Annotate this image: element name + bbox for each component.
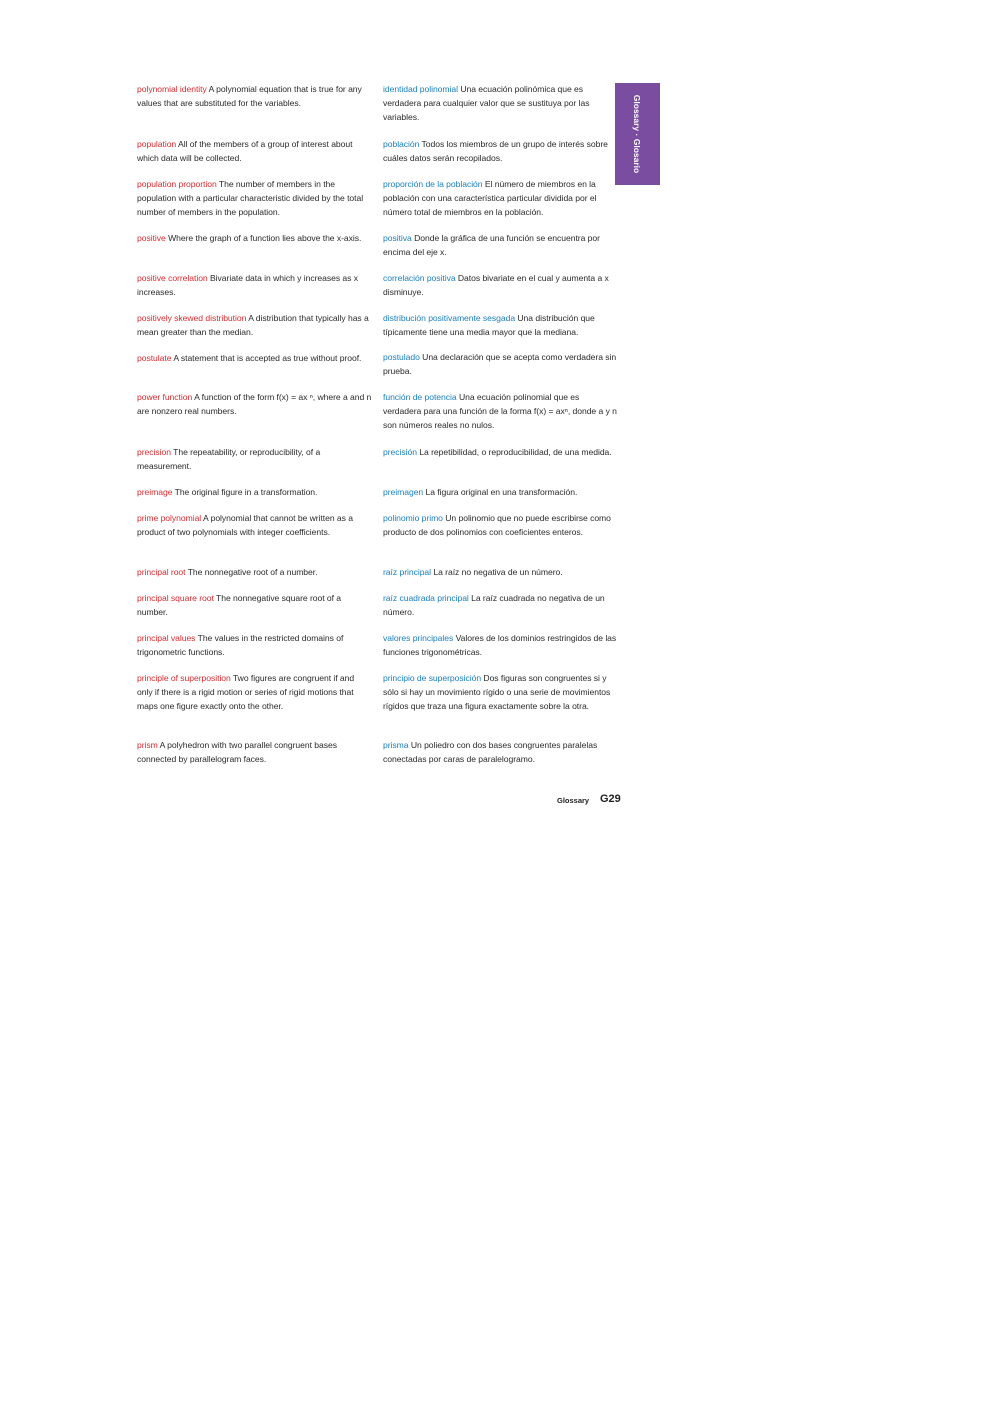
definition: El número de miembros en la población con una característica particular dividida por el número total de miembros en la población.: [383, 179, 597, 217]
glossary-entry-en: [137, 591, 372, 619]
definition: La figura original en una transformación.: [425, 487, 578, 497]
glossary-entry-en: [137, 671, 372, 713]
glossary-entry-en: [137, 82, 372, 110]
glossary-entry-es: [383, 738, 619, 766]
glossary-entry-en: [137, 137, 372, 165]
definition: Donde la gráfica de una función se encuentra por encima del eje x.: [383, 233, 600, 257]
glossary-entry-es: [383, 231, 619, 259]
glossary-tab: [615, 83, 660, 185]
term: population proportion: [137, 179, 217, 189]
term: polinomio primo: [383, 513, 443, 523]
term: positive: [137, 233, 166, 243]
glossary-entry-es: [383, 631, 619, 659]
term: precisión: [383, 447, 417, 457]
glossary-entry-es: [383, 350, 619, 378]
glossary-entry-es: [383, 591, 619, 619]
page-number: G29: [600, 793, 621, 805]
term: principio de superposición: [383, 673, 482, 683]
term: preimagen: [383, 487, 424, 497]
term: principal square root: [137, 593, 214, 603]
glossary-entry-es: [383, 511, 619, 539]
term: raíz principal: [383, 567, 432, 577]
term: prime polynomial: [137, 513, 202, 523]
term: positively skewed distribution: [137, 313, 247, 323]
glossary-entry-en: [137, 631, 372, 659]
term: postulado: [383, 352, 420, 362]
definition: The nonnegative root of a number.: [187, 567, 318, 577]
definition: Bivariate data in which y increases as x increases.: [137, 273, 358, 297]
definition: Two figures are congruent if and only if there is a rigid motion or series of rigid motions that maps one figure exactly onto the other.: [137, 673, 355, 711]
definition: All of the members of a group of interest about which data will be collected.: [137, 139, 353, 163]
glossary-entry-en: [137, 445, 372, 473]
glossary-entry-en: [137, 565, 372, 579]
definition: A function of the form f(x) = ax ⁿ, where a and n are nonzero real numbers.: [137, 392, 372, 416]
term: principal values: [137, 633, 196, 643]
glossary-entry-en: [137, 311, 372, 339]
term: postulate: [137, 353, 172, 363]
term: population: [137, 139, 177, 149]
term: valores principales: [383, 633, 454, 643]
definition: Todos los miembros de un grupo de interés sobre cuáles datos serán recopilados.: [383, 139, 608, 163]
term: precision: [137, 447, 171, 457]
definition: The repeatability, or reproducibility, of a measurement.: [137, 447, 321, 471]
definition: Una declaración que se acepta como verdadera sin prueba.: [383, 352, 617, 376]
term: principal root: [137, 567, 186, 577]
term: positiva: [383, 233, 412, 243]
definition: Datos bivariate en el cual y aumenta a x disminuye.: [383, 273, 609, 297]
glossary-entry-en: [137, 231, 372, 245]
definition: A polynomial that cannot be written as a product of two polynomials with integer coefficients.: [137, 513, 353, 537]
glossary-entry-en: [137, 177, 372, 219]
glossary-entry-en: [137, 485, 372, 499]
footer-label: Glossary: [557, 796, 590, 805]
glossary-entry-en: [137, 351, 372, 365]
glossary-entry-es: [383, 137, 619, 165]
term: polynomial identity: [137, 84, 207, 94]
glossary-entry-en: [137, 390, 372, 418]
term: prism: [137, 740, 158, 750]
term: función de potencia: [383, 392, 457, 402]
definition: Una ecuación polinomial que es verdadera para una función de la forma f(x) = axⁿ, donde a y n son números reales no nulos.: [383, 392, 617, 430]
glossary-entry-en: [137, 511, 372, 539]
glossary-entry-es: [383, 445, 619, 459]
glossary-entry-es: [383, 311, 619, 339]
definition: Un poliedro con dos bases congruentes paralelas conectadas por caras de paralelogramo.: [383, 740, 598, 764]
definition: Una distribución que típicamente tiene una media mayor que la mediana.: [383, 313, 595, 337]
glossary-entry-es: [383, 485, 619, 499]
term: principle of superposition: [137, 673, 231, 683]
term: prisma: [383, 740, 409, 750]
term: correlación positiva: [383, 273, 456, 283]
definition: Un polinomio que no puede escribirse como producto de dos polinomios con coeficientes enteros.: [383, 513, 611, 537]
term: distribución positivamente sesgada: [383, 313, 516, 323]
definition: A polyhedron with two parallel congruent bases connected by parallelogram faces.: [137, 740, 337, 764]
glossary-entry-es: [383, 390, 619, 432]
term: power function: [137, 392, 193, 402]
definition: La raíz no negativa de un número.: [433, 567, 563, 577]
glossary-entry-es: [383, 565, 619, 579]
term: raíz cuadrada principal: [383, 593, 469, 603]
definition: A polynomial equation that is true for any values that are substituted for the variables.: [137, 84, 362, 108]
definition: La repetibilidad, o reproducibilidad, de una medida.: [419, 447, 612, 457]
glossary-entry-es: [383, 82, 619, 124]
term: identidad polinomial: [383, 84, 458, 94]
glossary-entry-es: [383, 271, 619, 299]
term: positive correlation: [137, 273, 208, 283]
definition: The number of members in the population with a particular characteristic divided by the total number of members in the population.: [137, 179, 364, 217]
definition: Valores de los dominios restringidos de las funciones trigonométricas.: [383, 633, 617, 657]
term: preimage: [137, 487, 173, 497]
definition: The values in the restricted domains of trigonometric functions.: [137, 633, 344, 657]
definition: Dos figuras son congruentes si y sólo si hay un movimiento rígido o una serie de movimientos rígidos que traza una figura exactamente sobre la otra.: [383, 673, 611, 711]
glossary-entry-es: [383, 177, 619, 219]
definition: The nonnegative square root of a number.: [137, 593, 342, 617]
glossary-entry-en: [137, 271, 372, 299]
definition: Where the graph of a function lies above the x-axis.: [168, 233, 362, 243]
definition: Una ecuación polinómica que es verdadera para cualquier valor que se sustituya por las variables.: [383, 84, 590, 122]
term: población: [383, 139, 420, 149]
definition: A distribution that typically has a mean greater than the median.: [137, 313, 369, 337]
definition: A statement that is accepted as true without proof.: [173, 353, 362, 363]
glossary-entry-en: [137, 738, 372, 766]
glossary-entry-es: [383, 671, 619, 713]
glossary-tab-label: Glossary · Glosario: [632, 94, 643, 174]
definition: La raíz cuadrada no negativa de un número.: [383, 593, 605, 617]
term: proporción de la población: [383, 179, 483, 189]
definition: The original figure in a transformation.: [174, 487, 318, 497]
